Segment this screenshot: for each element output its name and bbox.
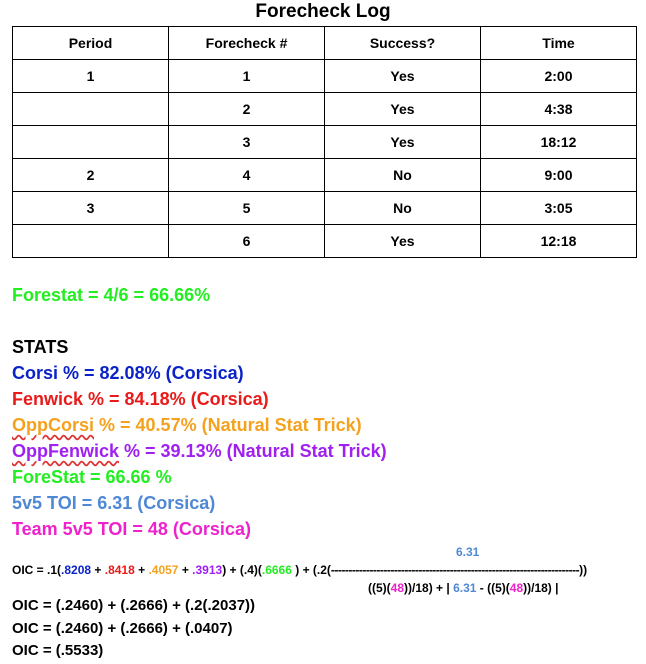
table-cell: 1 bbox=[13, 60, 169, 93]
table-cell: 9:00 bbox=[481, 159, 637, 192]
table-cell: Yes bbox=[325, 60, 481, 93]
oic-part: + bbox=[178, 563, 193, 577]
column-header: Period bbox=[13, 27, 169, 60]
oic-part: ) + (.4)( bbox=[222, 563, 262, 577]
table-cell: No bbox=[325, 192, 481, 225]
table-row bbox=[13, 60, 637, 93]
table-cell: 6 bbox=[169, 225, 325, 258]
oic-team-toi: 48 bbox=[390, 581, 405, 595]
stat-toi: 5v5 TOI = 6.31 (Corsica) bbox=[12, 493, 216, 513]
oic-part: ) + (.2( bbox=[291, 563, 331, 577]
oic-step: OIC = (.5533) bbox=[12, 642, 104, 659]
oic-part: + bbox=[134, 563, 149, 577]
column-header: Success? bbox=[325, 27, 481, 60]
oic-formula bbox=[12, 563, 587, 577]
table-cell: Yes bbox=[325, 93, 481, 126]
oic-part: ))/18) + | bbox=[404, 581, 454, 595]
oic-part: OIC = .1( bbox=[12, 563, 62, 577]
table-cell bbox=[13, 126, 169, 159]
table-cell: 2:00 bbox=[481, 60, 637, 93]
oic-oppcorsi: .4057 bbox=[148, 563, 179, 577]
stat-fenwick: Fenwick % = 84.18% (Corsica) bbox=[12, 389, 269, 409]
table-cell: Yes bbox=[325, 126, 481, 159]
oic-forestat: .6666 bbox=[261, 563, 292, 577]
page-title: Forecheck Log bbox=[255, 1, 391, 22]
stat-oppfenwick bbox=[12, 441, 387, 462]
table-cell: 3 bbox=[13, 192, 169, 225]
oic-part: + bbox=[91, 563, 105, 577]
stat-oppfenwick-value: % = 39.13% (Natural Stat Trick) bbox=[119, 441, 387, 461]
oic-oppfenwick: .3913 bbox=[192, 563, 223, 577]
oic-part: ((5)( bbox=[368, 581, 391, 595]
table-cell: Yes bbox=[325, 225, 481, 258]
stat-oppcorsi-word: OppCorsi bbox=[12, 415, 95, 435]
oic-fenwick: .8418 bbox=[104, 563, 135, 577]
oic-toi: 6.31 bbox=[453, 581, 477, 595]
table-cell bbox=[13, 225, 169, 258]
table-cell: 4:38 bbox=[481, 93, 637, 126]
stat-corsi: Corsi % = 82.08% (Corsica) bbox=[12, 363, 244, 383]
table-cell bbox=[13, 93, 169, 126]
table-row bbox=[13, 225, 637, 258]
table-row bbox=[13, 93, 637, 126]
table-cell: 4 bbox=[169, 159, 325, 192]
oic-part: )) bbox=[579, 563, 588, 577]
oic-fraction-bar: ----------------------------------------------------------------------- bbox=[330, 563, 580, 577]
table-header-row bbox=[13, 27, 637, 60]
column-header: Forecheck # bbox=[169, 27, 325, 60]
oic-step: OIC = (.2460) + (.2666) + (.2(.2037)) bbox=[12, 597, 256, 614]
stat-oppcorsi bbox=[12, 415, 362, 436]
forecheck-table bbox=[12, 26, 637, 258]
oic-team-toi: 48 bbox=[509, 581, 524, 595]
oic-part: ))/18) | bbox=[523, 581, 559, 595]
stats-heading: STATS bbox=[12, 337, 69, 357]
forestat-summary: Forestat = 4/6 = 66.66% bbox=[12, 285, 211, 305]
table-cell: 3:05 bbox=[481, 192, 637, 225]
column-header: Time bbox=[481, 27, 637, 60]
oic-numerator: 6.31 bbox=[456, 545, 480, 559]
table-cell: 3 bbox=[169, 126, 325, 159]
oic-denominator bbox=[368, 581, 559, 595]
stat-oppfenwick-word: OppFenwick bbox=[12, 441, 120, 461]
oic-step: OIC = (.2460) + (.2666) + (.0407) bbox=[12, 620, 233, 637]
table-cell: 1 bbox=[169, 60, 325, 93]
oic-part: - ((5)( bbox=[476, 581, 510, 595]
stat-oppcorsi-value: % = 40.57% (Natural Stat Trick) bbox=[94, 415, 362, 435]
table-cell: 2 bbox=[169, 93, 325, 126]
stat-team-toi: Team 5v5 TOI = 48 (Corsica) bbox=[12, 519, 251, 539]
table-cell: No bbox=[325, 159, 481, 192]
table-cell: 18:12 bbox=[481, 126, 637, 159]
table-cell: 5 bbox=[169, 192, 325, 225]
table-cell: 12:18 bbox=[481, 225, 637, 258]
oic-corsi: .8208 bbox=[61, 563, 92, 577]
table-row bbox=[13, 159, 637, 192]
stat-forestat: ForeStat = 66.66 % bbox=[12, 467, 172, 487]
table-row bbox=[13, 192, 637, 225]
table-cell: 2 bbox=[13, 159, 169, 192]
table-row bbox=[13, 126, 637, 159]
